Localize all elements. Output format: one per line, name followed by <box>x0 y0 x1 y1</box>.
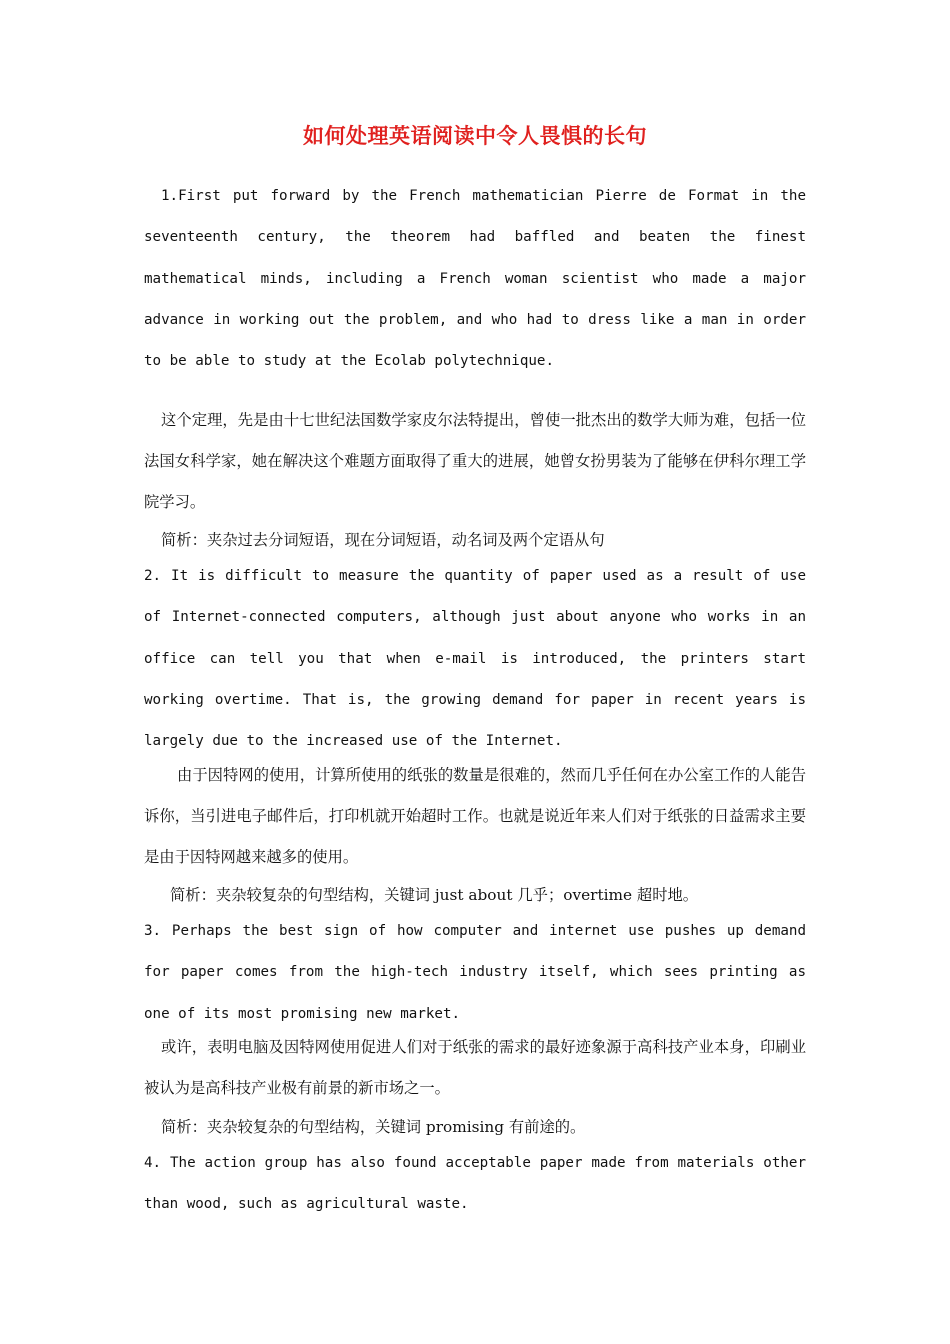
analysis-note-3: 简析：夹杂较复杂的句型结构，关键词 promising 有前途的。 <box>161 1118 586 1136</box>
english-passage-1: 1.First put forward by the French mathematician Pierre de Format in the seventeenth century, the theorem had baffled and beaten the finest mathematical minds, including a French woman scientist who made a major advance in working out the problem, and who had to dress like a man in order to be able to study at the Ecolab polytechnique. <box>144 188 806 370</box>
chinese-translation-1: 这个定理，先是由十七世纪法国数学家皮尔法特提出，曾使一批杰出的数学大师为难，包括一位法国女科学家，她在解决这个难题方面取得了重大的进展，她曾女扮男装为了能够在伊科尔理工学院学习。 <box>144 411 806 511</box>
english-passage-4: 4. The action group has also found acceptable paper made from materials other than wood, such as agricultural waste. <box>144 1155 806 1213</box>
chinese-translation-3: 或许，表明电脑及因特网使用促进人们对于纸张的需求的最好迹象源于高科技产业本身，印刷业被认为是高科技产业极有前景的新市场之一。 <box>144 1038 806 1097</box>
english-passage-2: 2. It is difficult to measure the quantity of paper used as a result of use of Internet-connected computers, although just about anyone who works in an office can tell you that when e-mail is introduced, the printers start working overtime. That is, the growing demand for paper in recent years is largely due to the increased use of the Internet. <box>144 568 806 750</box>
chinese-translation-2: 由于因特网的使用，计算所使用的纸张的数量是很难的，然而几乎任何在办公室工作的人能告诉你，当引进电子邮件后，打印机就开始超时工作。也就是说近年来人们对于纸张的日益需求主要是由于因特网越来越多的使用。 <box>144 766 806 866</box>
english-passage-3: 3. Perhaps the best sign of how computer and internet use pushes up demand for paper comes from the high-tech industry itself, which sees printing as one of its most promising new market. <box>144 923 806 1022</box>
page-title: 如何处理英语阅读中令人畏惧的长句 <box>303 123 647 148</box>
analysis-note-2: 简析：夹杂较复杂的句型结构，关键词 just about 几乎；overtime 超时地。 <box>170 886 699 904</box>
analysis-note-1: 简析：夹杂过去分词短语，现在分词短语，动名词及两个定语从句 <box>161 531 605 549</box>
